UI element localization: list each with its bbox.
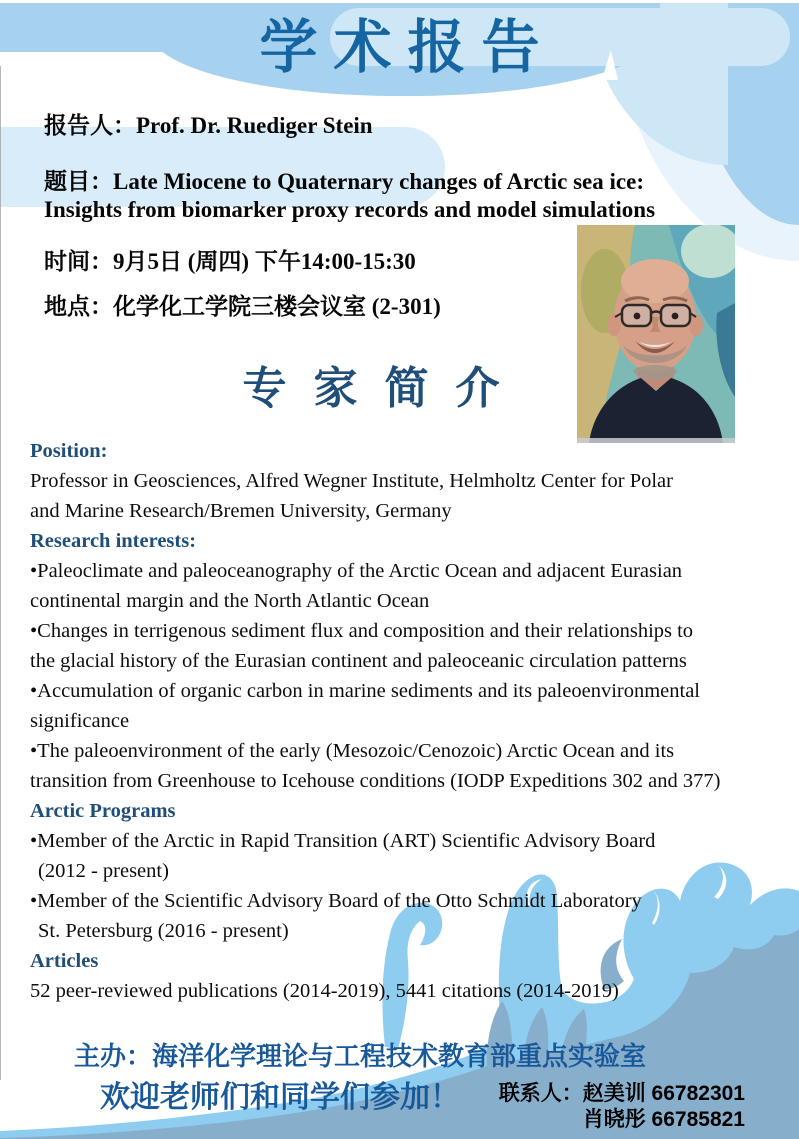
topic-text-1: Late Miocene to Quaternary changes of Arctic sea ice: (113, 169, 644, 194)
contact-line-1: 联系人：赵美训 66782301 (498, 1082, 745, 1105)
bio-line: significance (30, 710, 130, 732)
contact-line-2: 肖晓彤 66785821 (582, 1108, 745, 1131)
bio-line: 52 peer-reviewed publications (2014-2019), 5441 citations (2014-2019) (30, 980, 619, 1002)
bio-line: •Member of the Scientific Advisory Board of the Otto Schmidt Laboratory (30, 890, 642, 912)
welcome-line: 欢迎老师们和同学们参加！ (100, 1081, 460, 1114)
host-label: 主办： (74, 1042, 153, 1071)
bio-line: Position: (30, 440, 108, 462)
time-line (44, 243, 416, 276)
poster-title: 学术报告 (259, 15, 556, 80)
bio-line: the glacial history of the Eurasian continent and paleoceanic circulation patterns (30, 650, 687, 672)
bio-text (30, 436, 796, 1006)
contact-block (499, 1081, 745, 1133)
topic-line-1 (44, 163, 644, 196)
host-line (74, 1036, 646, 1073)
venue-value: 化学化工学院三楼会议室 (2-301) (113, 294, 441, 319)
bio-line: St. Petersburg (2016 - present) (38, 920, 289, 942)
bio-line: •Accumulation of organic carbon in marine sediments and its paleoenvironmental (30, 680, 701, 702)
speaker-label: 报告人： (44, 112, 136, 138)
bio-line: and Marine Research/Bremen University, Germany (30, 500, 452, 522)
speaker-photo (577, 225, 735, 443)
venue-line (44, 288, 441, 321)
time-label: 时间： (44, 248, 113, 274)
bio-line: Articles (30, 950, 99, 972)
bio-line: Professor in Geosciences, Alfred Wegner Institute, Helmholtz Center for Polar (30, 470, 673, 492)
bio-line: Research interests: (30, 530, 197, 552)
speaker-line (44, 107, 373, 140)
host-value: 海洋化学理论与工程技术教育部重点实验室 (152, 1042, 647, 1071)
section-title-expert-intro: 专 家 简 介 (242, 364, 508, 413)
bio-line: •Member of the Arctic in Rapid Transition (ART) Scientific Advisory Board (30, 830, 656, 852)
bio-line: •Paleoclimate and paleoceanography of the Arctic Ocean and adjacent Eurasian (30, 560, 683, 582)
topic-text-2: Insights from biomarker proxy records and model simulations (44, 197, 656, 222)
bio-line: •The paleoenvironment of the early (Mesozoic/Cenozoic) Arctic Ocean and its (30, 740, 675, 762)
speaker-name: Prof. Dr. Ruediger Stein (136, 113, 373, 138)
bio-line: Arctic Programs (30, 800, 176, 822)
bio-line: (2012 - present) (38, 860, 169, 882)
venue-label: 地点： (44, 293, 113, 319)
topic-line-2 (44, 197, 655, 223)
bio-line: transition from Greenhouse to Icehouse conditions (IODP Expeditions 302 and 377) (30, 770, 721, 792)
time-value: 9月5日 (周四) 下午14:00-15:30 (113, 249, 416, 274)
topic-label: 题目： (44, 168, 113, 194)
bio-line: continental margin and the North Atlantic Ocean (30, 590, 430, 612)
bio-line: •Changes in terrigenous sediment flux and composition and their relationships to (30, 620, 694, 642)
